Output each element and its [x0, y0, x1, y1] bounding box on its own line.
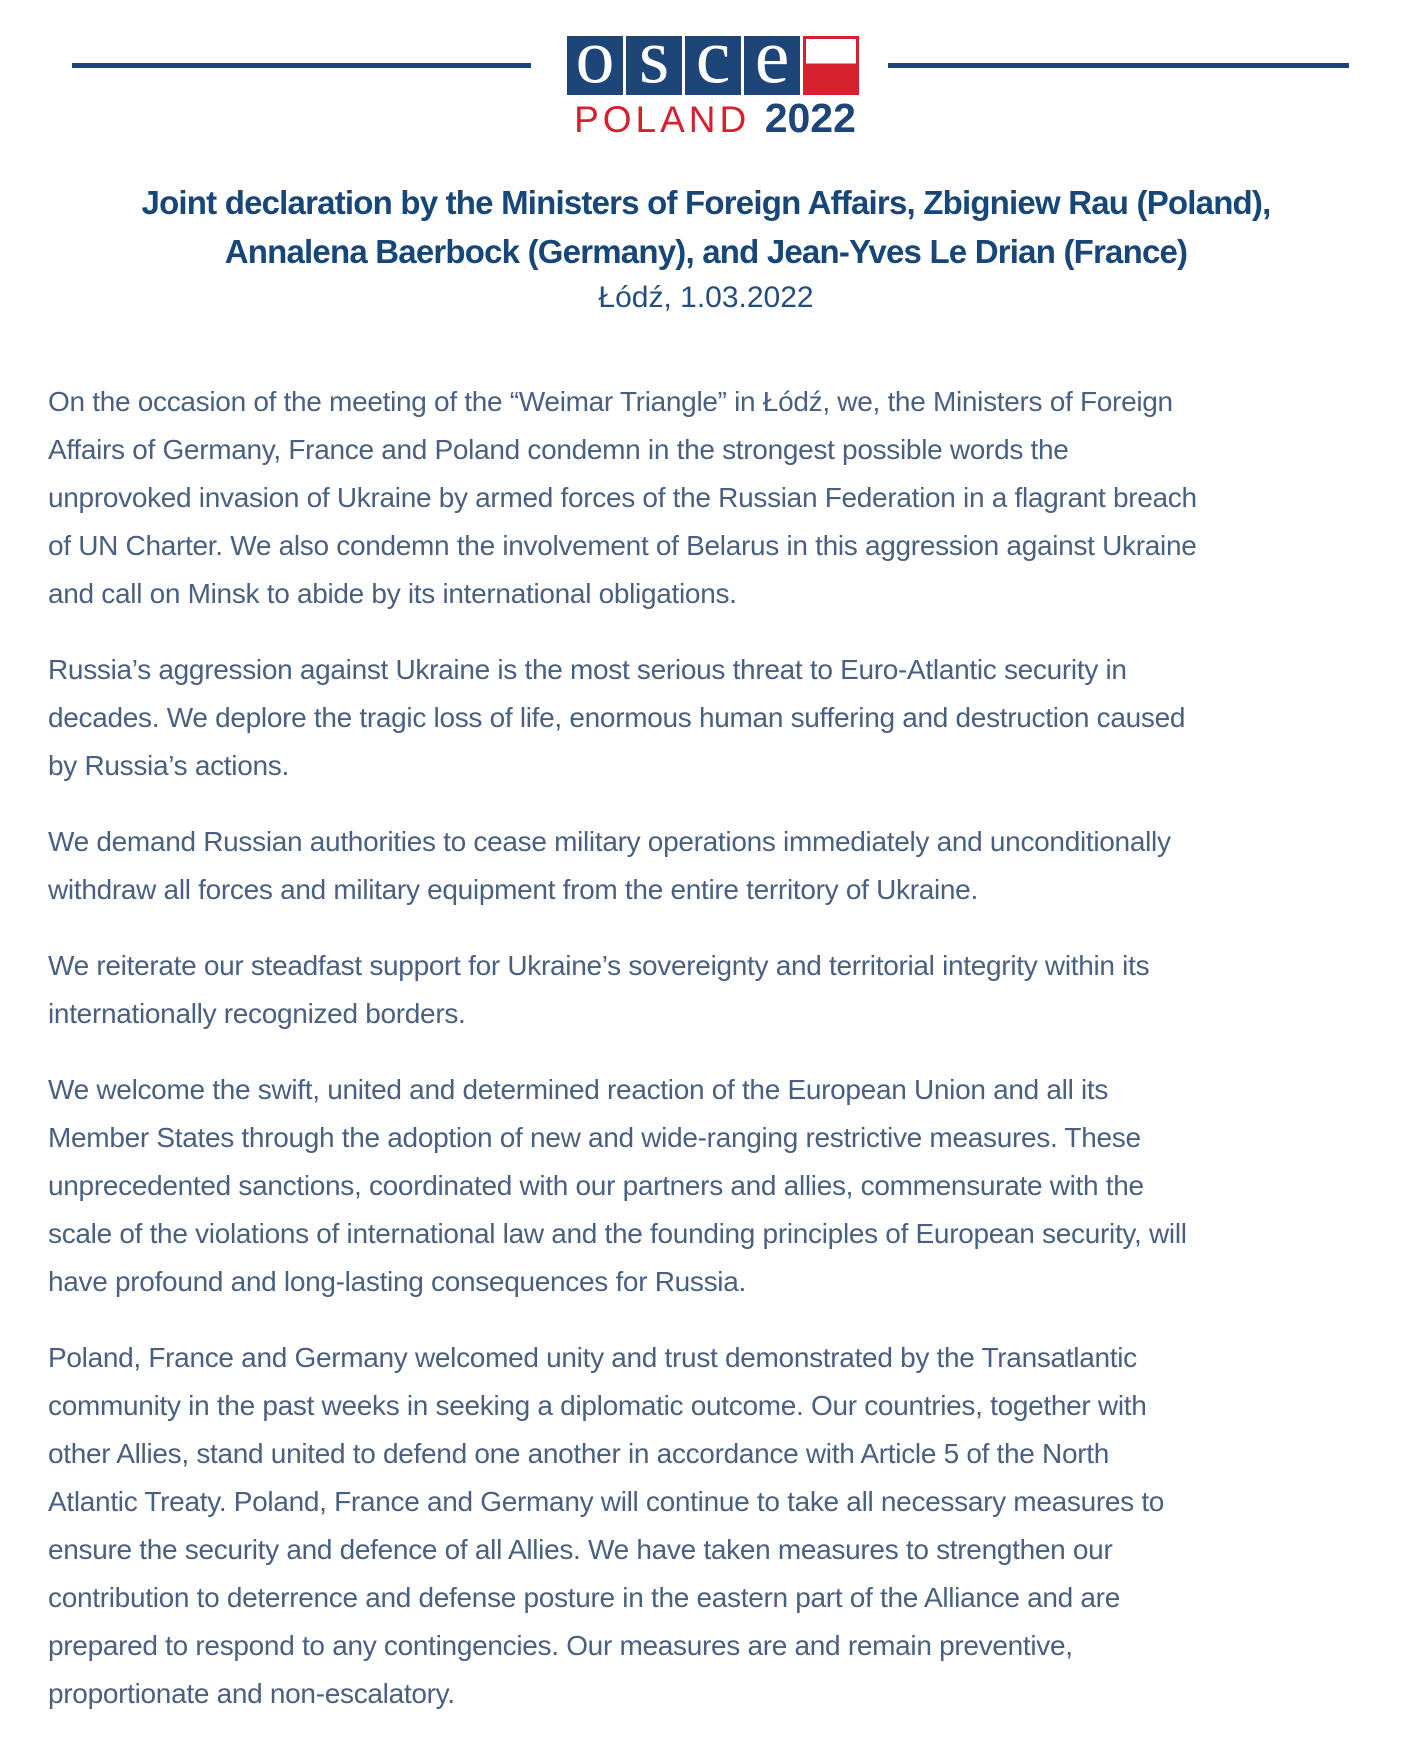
- paragraph: [48, 646, 1378, 790]
- logo-country-label: POLAND: [574, 99, 751, 140]
- osce-logo-letter-square: [685, 36, 741, 95]
- header-rule-right: [888, 63, 1349, 68]
- paragraph: [48, 818, 1378, 914]
- title-line-2: Annalena Baerbock (Germany), and Jean-Yves Le Drian (France): [224, 233, 1188, 270]
- paragraph: [48, 942, 1378, 1038]
- text-line: other Allies, stand united to defend one another in accordance with Article 5 of the North: [48, 1438, 1110, 1469]
- osce-logo-letter-square: [567, 36, 623, 95]
- osce-logo-letter-square: [626, 36, 682, 95]
- logo-caption: [520, 97, 910, 149]
- text-line: decades. We deplore the tragic loss of life, enormous human suffering and destruction caused: [48, 702, 1186, 733]
- text-line: contribution to deterrence and defense posture in the eastern part of the Alliance and are: [48, 1582, 1120, 1613]
- osce-logo-letter-square: [744, 36, 800, 95]
- osce-letter-s: s: [638, 36, 670, 95]
- paragraph: [48, 1066, 1378, 1306]
- text-line: Poland, France and Germany welcomed unity and trust demonstrated by the Transatlantic: [48, 1342, 1137, 1373]
- text-line: withdraw all forces and military equipment from the entire territory of Ukraine.: [48, 874, 978, 905]
- text-line: Atlantic Treaty. Poland, France and Germany will continue to take all necessary measures to: [48, 1486, 1165, 1517]
- text-line: community in the past weeks in seeking a diplomatic outcome. Our countries, together with: [48, 1390, 1147, 1421]
- text-line: and call on Minsk to abide by its international obligations.: [48, 578, 737, 609]
- document-title: [0, 178, 1412, 276]
- text-line: We welcome the swift, united and determined reaction of the European Union and all its: [48, 1074, 1109, 1105]
- poland-flag-icon: [803, 36, 859, 95]
- osce-letter-o: o: [575, 36, 615, 95]
- text-line: We reiterate our steadfast support for Ukraine’s sovereignty and territorial integrity within its: [48, 950, 1150, 981]
- text-line: of UN Charter. We also condemn the involvement of Belarus in this aggression against Ukraine: [48, 530, 1197, 561]
- osce-letter-e: e: [754, 36, 790, 95]
- text-line: have profound and long-lasting consequences for Russia.: [48, 1266, 746, 1297]
- paragraph: [48, 378, 1378, 618]
- paragraph: [48, 1334, 1378, 1718]
- text-line: unprecedented sanctions, coordinated with our partners and allies, commensurate with the: [48, 1170, 1144, 1201]
- document-body: [48, 378, 1378, 1746]
- text-line: Russia’s aggression against Ukraine is the most serious threat to Euro-Atlantic security in: [48, 654, 1127, 685]
- text-line: prepared to respond to any contingencies. Our measures are and remain preventive,: [48, 1630, 1073, 1661]
- text-line: Affairs of Germany, France and Poland condemn in the strongest possible words the: [48, 434, 1069, 465]
- text-line: Member States through the adoption of new and wide-ranging restrictive measures. These: [48, 1122, 1141, 1153]
- text-line: We demand Russian authorities to cease military operations immediately and unconditionally: [48, 826, 1171, 857]
- text-line: ensure the security and defence of all Allies. We have taken measures to strengthen our: [48, 1534, 1113, 1565]
- dateline: Łódź, 1.03.2022: [598, 281, 814, 314]
- text-line: scale of the violations of international law and the founding principles of European security, will: [48, 1218, 1187, 1249]
- osce-letter-c: c: [695, 36, 731, 95]
- text-line: by Russia’s actions.: [48, 750, 289, 781]
- logo-year-label: 2022: [764, 95, 856, 141]
- title-line-1: Joint declaration by the Ministers of Foreign Affairs, Zbigniew Rau (Poland),: [141, 184, 1271, 221]
- text-line: On the occasion of the meeting of the “Weimar Triangle” in Łódź, we, the Ministers of Foreign: [48, 386, 1173, 417]
- osce-logo: [567, 36, 859, 95]
- text-line: internationally recognized borders.: [48, 998, 466, 1029]
- text-line: unprovoked invasion of Ukraine by armed forces of the Russian Federation in a flagrant breach: [48, 482, 1197, 513]
- text-line: proportionate and non-escalatory.: [48, 1678, 455, 1709]
- header-rule-left: [72, 63, 531, 68]
